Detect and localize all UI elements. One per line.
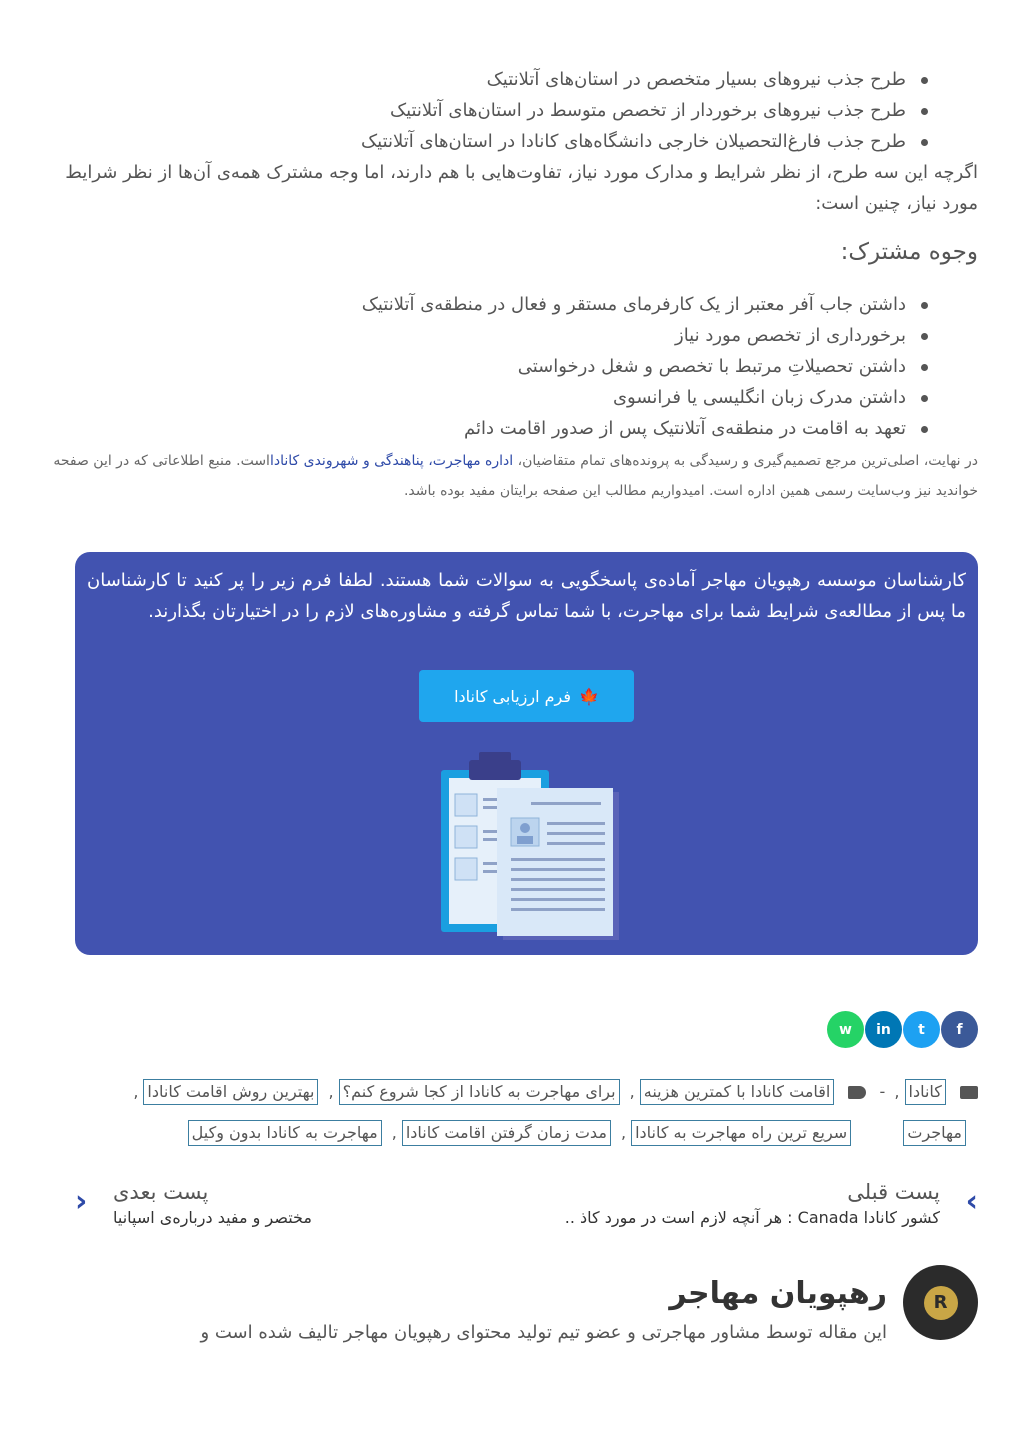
tags-icon — [848, 1086, 866, 1099]
clipboard-documents-illustration — [435, 750, 625, 942]
tag-link[interactable]: اقامت کانادا با کمترین هزینه — [640, 1079, 835, 1105]
section-heading: وجوه مشترک: — [840, 239, 978, 265]
common-requirements-list — [362, 289, 928, 444]
list-item: طرح جذب نیروهای بسیار متخصص در استان‌های آتلانتیک — [361, 64, 928, 95]
taxonomy-line-2: مهاجرت سریع ترین راه مهاجرت به کانادا, مدت زمان گرفتن اقامت کانادا, مهاجرت به کانادا بدون وکیل — [46, 1120, 978, 1146]
tag-link[interactable]: سریع ترین راه مهاجرت به کانادا — [631, 1120, 851, 1146]
list-item: داشتن تحصیلاتِ مرتبط با تخصص و شغل درخواستی — [362, 351, 928, 382]
list-item: داشتن مدرک زبان انگلیسی یا فرانسوی — [362, 382, 928, 413]
button-label: فرم ارزیابی کانادا — [454, 686, 572, 706]
whatsapp-share-icon[interactable]: w — [827, 1011, 864, 1048]
list-item: تعهد به اقامت در منطقه‌ی آتلانتیک پس از صدور اقامت دائم — [362, 413, 928, 444]
assessment-form-button[interactable] — [419, 670, 634, 722]
prev-title: کشور کانادا Canada : هر آنچه لازم است در مورد کاذ .. — [564, 1208, 940, 1227]
prev-label: پست قبلی — [847, 1180, 940, 1204]
facebook-share-icon[interactable]: f — [941, 1011, 978, 1048]
logo-emblem: R — [924, 1286, 958, 1320]
twitter-share-icon[interactable]: t — [903, 1011, 940, 1048]
tag-link[interactable]: مدت زمان گرفتن اقامت کانادا — [402, 1120, 611, 1146]
note-text: است. منبع اطلاعاتی که در این صفحه خواندید نیز وب‌سایت رسمی همین اداره است. امیدواریم مطالب این صفحه برایتان مفید بوده باشد. — [53, 453, 978, 499]
maple-leaf-icon: 🍁 — [579, 686, 599, 706]
previous-post-link[interactable] — [538, 1180, 978, 1227]
schemes-list — [361, 64, 928, 157]
chevron-left-icon: ‹ — [75, 1184, 88, 1219]
next-title: مختصر و مفید درباره‌ی اسپانیا — [113, 1208, 312, 1227]
category-link[interactable]: کانادا — [905, 1079, 946, 1105]
note-text: در نهایت، اصلی‌ترین مرجع تصمیم‌گیری و رسیدگی به پرونده‌های تمام متقاضیان، — [513, 453, 978, 469]
list-item: داشتن جاب آفر معتبر از یک کارفرمای مستقر و فعال در منطقه‌ی آتلانتیک — [362, 289, 928, 320]
folder-icon — [960, 1086, 978, 1099]
tag-link[interactable]: برای مهاجرت به کانادا از کجا شروع کنم؟ — [339, 1079, 620, 1105]
tag-link[interactable]: بهترین روش اقامت کانادا — [143, 1079, 318, 1105]
author-avatar — [903, 1265, 978, 1340]
category-link[interactable]: مهاجرت — [903, 1120, 966, 1146]
taxonomy-line-1: کانادا, - اقامت کانادا با کمترین هزینه, برای مهاجرت به کانادا از کجا شروع کنم؟, بهترین روش اقامت کانادا, — [46, 1079, 978, 1105]
intro-paragraph: اگرچه این سه طرح، از نظر شرایط و مدارک مورد نیاز، تفاوت‌هایی با هم دارند، اما وجه مشترک همه‌ی آن‌ها از نظر شرایط مورد نیاز، چنین است: — [65, 162, 978, 214]
list-item: طرح جذب فارغ‌التحصیلان خارجی دانشگاه‌های کانادا در استان‌های آتلانتیک — [361, 126, 928, 157]
cta-text: کارشناسان موسسه رهپویان مهاجر آماده‌ی پاسخگویی به سوالات شما هستند. لطفا فرم زیر را پر کنید تا کارشناسان ما پس از مطالعه‌ی شرایط شما برای مهاجرت، با شما تماس گرفته و مشاوره‌های لازم را در اختیارتان بگذارند. — [87, 570, 966, 622]
author-name: رهپویان مهاجر — [669, 1276, 887, 1311]
closing-note — [46, 446, 978, 506]
author-bio: این مقاله توسط مشاور مهاجرتی و عضو تیم تولید محتوای رهپویان مهاجر تالیف شده است و — [200, 1322, 887, 1343]
next-label: پست بعدی — [113, 1180, 209, 1204]
ircc-link[interactable]: اداره مهاجرت، پناهندگی و شهروندی کانادا — [269, 453, 514, 469]
consultation-cta — [75, 552, 978, 955]
linkedin-share-icon[interactable]: in — [865, 1011, 902, 1048]
chevron-right-icon: › — [965, 1184, 978, 1219]
tag-link[interactable]: مهاجرت به کانادا بدون وکیل — [188, 1120, 382, 1146]
list-item: طرح جذب نیروهای برخوردار از تخصص متوسط در استان‌های آتلانتیک — [361, 95, 928, 126]
list-item: برخورداری از تخصص مورد نیاز — [362, 320, 928, 351]
next-post-link[interactable] — [75, 1180, 375, 1227]
